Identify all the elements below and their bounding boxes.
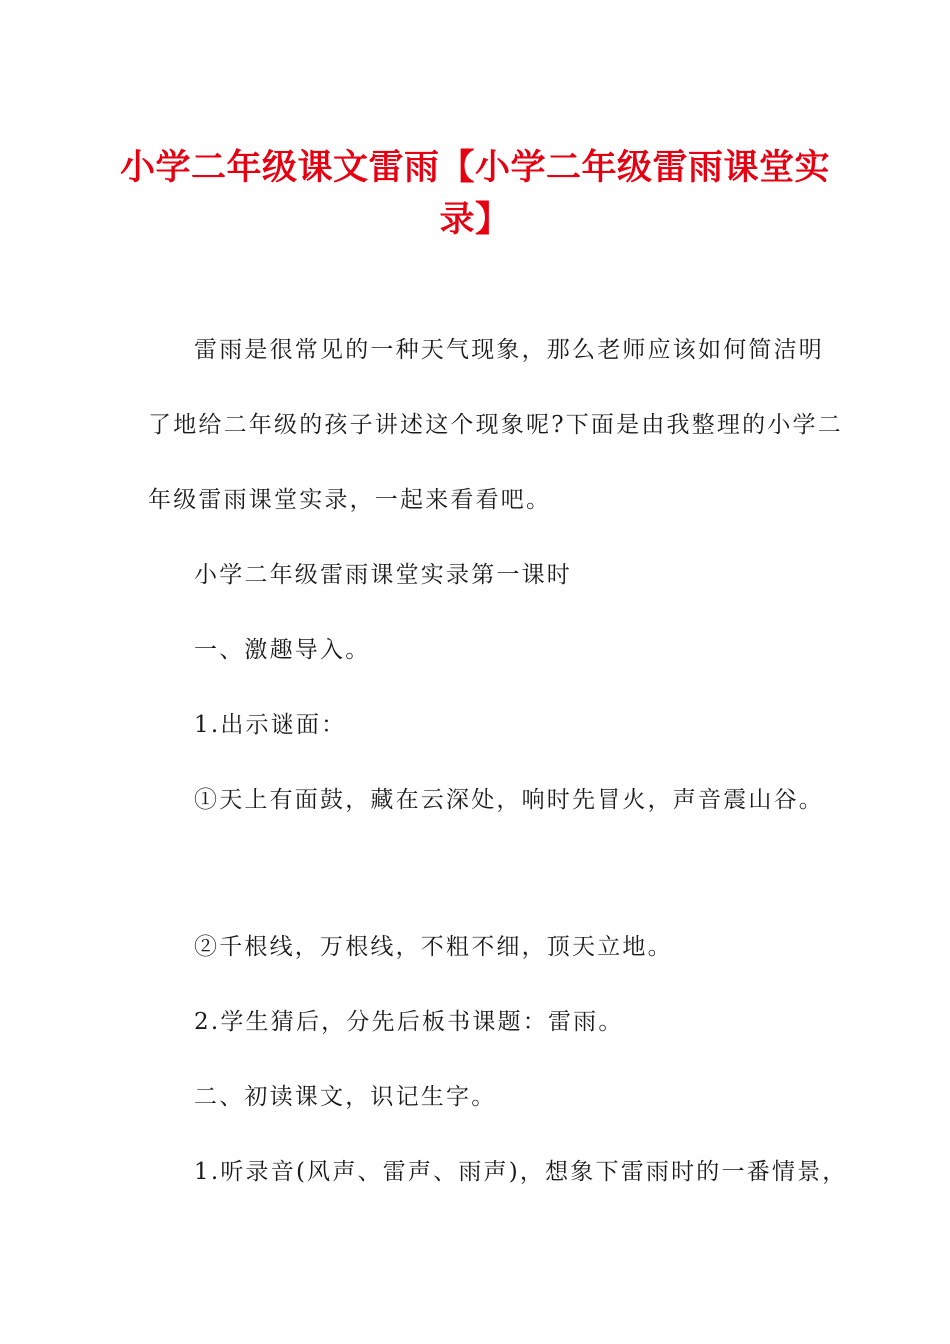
step-2: 2.学生猜后，分先后板书课题：雷雨。: [194, 1009, 624, 1035]
riddle-2: ②千根线，万根线，不粗不细，顶天立地。: [194, 934, 673, 960]
part-two-heading: 二、初读课文，识记生字。: [194, 1084, 497, 1110]
document-title: 小学二年级课文雷雨【小学二年级雷雨课堂实录】: [120, 148, 831, 240]
part-one-heading: 一、激趣导入。: [194, 637, 371, 663]
part-two-step-1: 1.听录音(风声、雷声、雨声)，想象下雷雨时的一番情景，: [194, 1159, 848, 1185]
intro-line-2: 了地给二年级的孩子讲述这个现象呢?下面是由我整理的小学二: [148, 412, 843, 438]
riddle-1: ①天上有面鼓，藏在云深处，响时先冒火，声音震山谷。: [194, 787, 824, 813]
section-heading: 小学二年级雷雨课堂实录第一课时: [194, 562, 572, 588]
step-1: 1.出示谜面：: [194, 712, 347, 738]
intro-line-3: 年级雷雨课堂实录，一起来看看吧。: [148, 487, 552, 513]
intro-line-1: 雷雨是很常见的一种天气现象，那么老师应该如何简洁明: [194, 337, 824, 363]
